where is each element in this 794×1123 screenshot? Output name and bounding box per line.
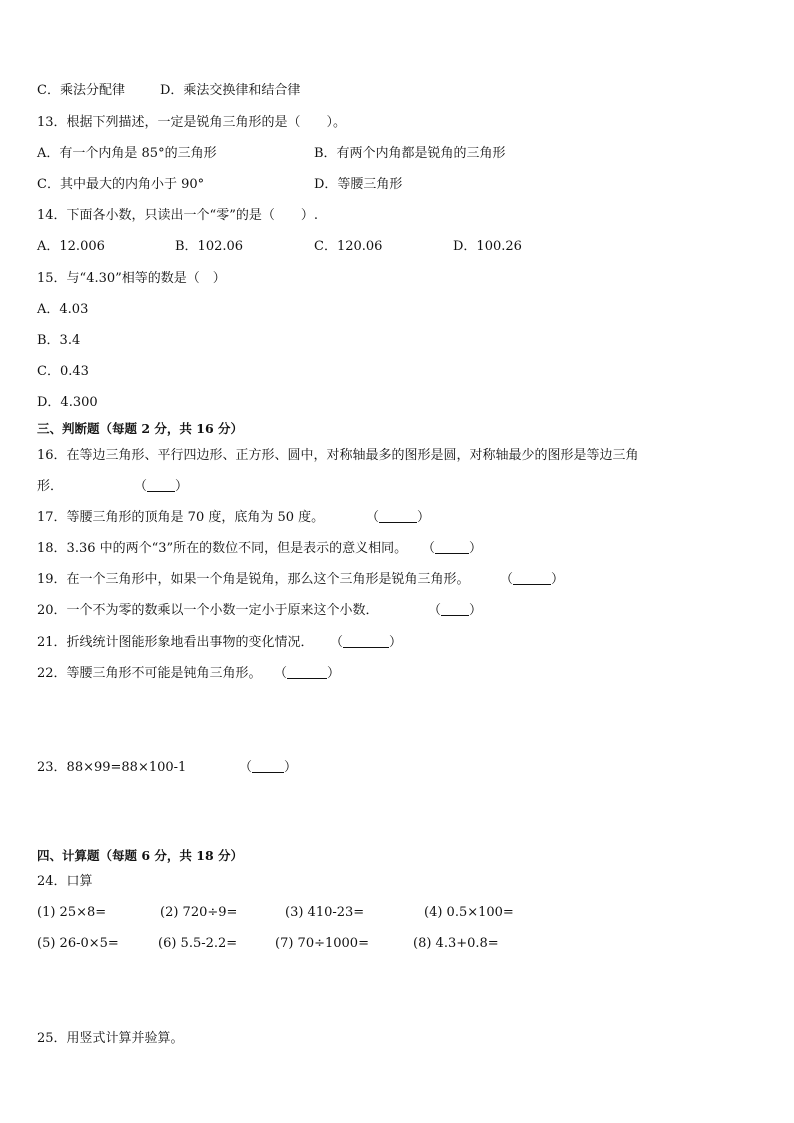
q24-item: (6) 5.5-2.2= [158, 936, 238, 951]
q12-option-c: C．乘法分配律 [37, 83, 125, 98]
q18-stem: 18．3.36 中的两个“3”所在的数位不同，但是表示的意义相同。 [37, 541, 408, 556]
q16-answer-blank[interactable]: （ ） [134, 479, 189, 494]
q22-answer-blank[interactable]: （ ） [274, 666, 341, 681]
q23-stem: 23．88×99=88×100-1 [37, 760, 187, 775]
q24-item: (3) 410-23= [285, 905, 365, 920]
answer-underline [435, 541, 469, 554]
q20-answer-blank[interactable]: （ ） [428, 603, 483, 618]
q15-option-d: D．4.300 [37, 395, 98, 410]
answer-underline [147, 479, 175, 492]
q19-stem: 19．在一个三角形中，如果一个角是锐角，那么这个三角形是锐角三角形。 [37, 572, 470, 587]
q24-item: (7) 70÷1000= [275, 936, 369, 951]
q23-answer-blank[interactable]: （ ） [239, 760, 298, 775]
q24-item: (5) 26-0×5= [37, 936, 119, 951]
q14-option-a: A．12.006 [37, 239, 105, 254]
q13-stem: 13．根据下列描述，一定是锐角三角形的是（ ）。 [37, 115, 347, 130]
q21-answer-blank[interactable]: （ ） [330, 635, 403, 650]
q16-stem-line2: 形． [37, 479, 64, 494]
q24-item: (8) 4.3+0.8= [413, 936, 499, 951]
q17-answer-blank[interactable]: （ ） [366, 510, 431, 525]
q13-option-a: A．有一个内角是 85°的三角形 [37, 146, 217, 161]
q13-option-c: C．其中最大的内角小于 90° [37, 177, 205, 192]
answer-underline [287, 666, 327, 679]
answer-underline [379, 510, 417, 523]
q14-option-d: D．100.26 [453, 239, 522, 254]
answer-underline [441, 603, 469, 616]
q19-answer-blank[interactable]: （ ） [500, 572, 565, 587]
q14-stem: 14．下面各小数，只读出一个“零”的是（ ）. [37, 208, 318, 223]
q24-stem: 24．口算 [37, 874, 93, 889]
answer-underline [343, 635, 389, 648]
q12-option-d: D．乘法交换律和结合律 [160, 83, 301, 98]
q15-stem: 15．与“4.30”相等的数是（ ） [37, 271, 226, 286]
q25-stem: 25．用竖式计算并验算。 [37, 1031, 184, 1046]
q24-item: (4) 0.5×100= [424, 905, 514, 920]
q15-option-a: A．4.03 [37, 302, 89, 317]
q13-option-b: B．有两个内角都是锐角的三角形 [314, 146, 506, 161]
q21-stem: 21．折线统计图能形象地看出事物的变化情况． [37, 635, 314, 650]
q22-stem: 22．等腰三角形不可能是钝角三角形。 [37, 666, 262, 681]
q17-stem: 17．等腰三角形的顶角是 70 度，底角为 50 度。 [37, 510, 325, 525]
answer-underline [252, 760, 284, 773]
q14-option-c: C．120.06 [314, 239, 383, 254]
q24-item: (2) 720÷9= [160, 905, 238, 920]
q18-answer-blank[interactable]: （ ） [422, 541, 483, 556]
q24-item: (1) 25×8= [37, 905, 107, 920]
section-heading-judgement: 三、判断题（每题 2 分，共 16 分） [37, 421, 244, 436]
q15-option-b: B．3.4 [37, 333, 81, 348]
q16-stem-line1: 16．在等边三角形、平行四边形、正方形、圆中，对称轴最多的图形是圆，对称轴最少的图形是等边三角 [37, 448, 639, 463]
q20-stem: 20．一个不为零的数乘以一个小数一定小于原来这个小数． [37, 603, 379, 618]
q15-option-c: C．0.43 [37, 364, 89, 379]
q13-option-d: D．等腰三角形 [314, 177, 403, 192]
answer-underline [513, 572, 551, 585]
section-heading-calculation: 四、计算题（每题 6 分，共 18 分） [37, 848, 244, 863]
q14-option-b: B．102.06 [175, 239, 244, 254]
